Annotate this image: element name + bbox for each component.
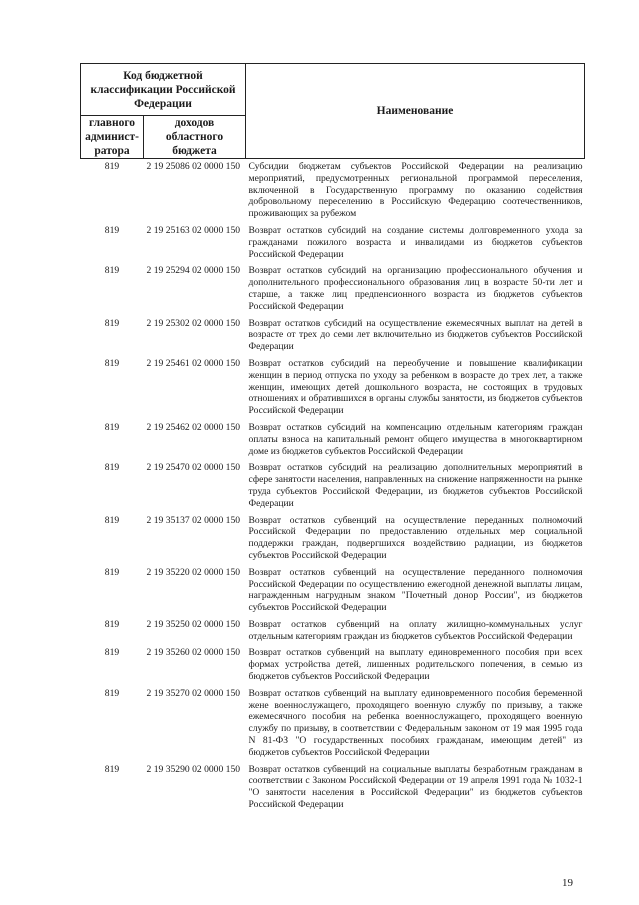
admin-code-cell: 819 [104,462,120,474]
admin-code-cell: 819 [104,161,120,172]
header-admin-column: главного админист-ратора [81,116,144,159]
name-cell: Возврат остатков субвенций на осуществление переданных полномочий Российской Федерации по предоставлению отдельных мер социальной поддержки граждан, подвергшихся воздействию радиации, из бюджетов субъектов Российской Федерации [248,514,583,561]
name-cell: Возврат остатков субвенций на выплату единовременного пособия беременной жене военнослужащего, проходящего военную службу по призыву, а также ежемесячного пособия на ребенка военнослужащего, проходящего военную службу по призыву, в соответствии с Федеральным законом от 19 мая 1995 года N 81-ФЗ "О государственных пособиях гражданам, имеющим детей" из бюджетов субъектов Российской Федерации [248,687,583,758]
table-body [81,159,585,814]
admin-code-cell: 819 [104,566,120,578]
income-code-cell: 2 19 35250 02 0000 150 [146,618,241,630]
income-code-cell: 2 19 25462 02 0000 150 [146,421,241,433]
table-row [81,686,585,762]
table-row [81,513,585,565]
admin-code-cell: 819 [104,357,120,369]
admin-code-cell: 819 [104,224,120,236]
name-cell: Возврат остатков субсидий на реализацию дополнительных мероприятий в сфере занятости населения, направленных на снижение напряженности на рынке труда субъектов Российской Федерации, из бюджетов субъектов Российской Федерации [248,462,583,509]
table-row [81,420,585,460]
name-cell: Возврат остатков субсидий на компенсацию отдельным категориям граждан оплаты взноса на капитальный ремонт общего имущества в многоквартирном доме из бюджетов субъектов Российской Федерации [248,421,583,457]
budget-classification-table [80,63,585,814]
income-code-cell: 2 19 25470 02 0000 150 [146,462,241,474]
table-header [81,64,585,159]
income-code-cell: 2 19 25294 02 0000 150 [146,265,241,277]
income-code-cell: 2 19 35290 02 0000 150 [146,763,241,775]
admin-code-cell: 819 [104,421,120,433]
table-row [81,645,585,685]
name-cell: Возврат остатков субсидий на организацию профессионального обучения и дополнительного профессионального образования лиц в возрасте 50-ти лет и старше, а также лиц предпенсионного возраста из бюджетов субъектов Российской Федерации [248,265,583,312]
income-code-cell: 2 19 35220 02 0000 150 [146,566,241,578]
name-cell: Возврат остатков субсидий на осуществление ежемесячных выплат на детей в возрасте от трех до семи лет включительно из бюджетов субъектов Российской Федерации [248,317,583,353]
name-cell: Возврат остатков субвенций на оплату жилищно-коммунальных услуг отдельным категориям граждан из бюджетов субъектов Российской Федерации [248,618,583,642]
income-code-cell: 2 19 35260 02 0000 150 [146,647,241,659]
table-row [81,565,585,617]
admin-code-cell: 819 [104,763,120,775]
name-cell: Возврат остатков субвенций на выплату единовременного пособия при всех формах устройства детей, лишенных родительского попечения, в семью из бюджетов субъектов Российской Федерации [248,647,583,683]
table-row [81,316,585,356]
name-cell: Возврат остатков субвенций на социальные выплаты безработным гражданам в соответствии с Законом Российской Федерации от 19 апреля 1991 года № 1032-1 "О занятости населения в Российской Федерации" из бюджетов субъектов Российской Федерации [248,763,583,811]
table-row [81,460,585,512]
header-income-column: доходов областного бюджета [144,116,246,159]
admin-code-cell: 819 [104,647,120,659]
name-cell: Возврат остатков субсидий на создание системы долговременного ухода за гражданами пожилого возраста и инвалидами из бюджетов субъектов Российской Федерации [248,224,583,260]
admin-code-cell: 819 [104,317,120,329]
income-code-cell: 2 19 35270 02 0000 150 [146,687,241,699]
table-row [81,617,585,646]
page-number: 19 [562,877,573,889]
admin-code-cell: 819 [104,687,120,699]
name-cell: Субсидии бюджетам субъектов Российской Федерации на реализацию мероприятий, предусмотренных региональной программой переселения, включенной в Государственную программу по оказанию содействия добровольному переселению в Российскую Федерацию соотечественников, проживающих за рубежом [248,161,583,220]
income-code-cell: 2 19 25163 02 0000 150 [146,224,241,236]
header-budget-code: Код бюджетной классификации Российской Федерации [81,64,246,116]
table-row [81,356,585,420]
admin-code-cell: 819 [104,265,120,277]
admin-code-cell: 819 [104,618,120,630]
table-row [81,223,585,263]
income-code-cell: 2 19 25302 02 0000 150 [146,317,241,329]
header-name: Наименование [246,64,585,159]
income-code-cell: 2 19 35137 02 0000 150 [146,514,241,526]
table-row [81,263,585,315]
income-code-cell: 2 19 25461 02 0000 150 [146,357,241,369]
admin-code-cell: 819 [104,514,120,526]
table-row [81,159,585,223]
name-cell: Возврат остатков субсидий на переобучение и повышение квалификации женщин в период отпуска по уходу за ребенком в возрасте до трех лет, а также женщин, имеющих детей дошкольного возраста, не состоящих в трудовых отношениях и обратившихся в органы службы занятости, из бюджетов субъектов Российской Федерации [248,357,583,417]
table-row [81,762,585,814]
income-code-cell: 2 19 25086 02 0000 150 [146,161,241,172]
name-cell: Возврат остатков субвенций на осуществление переданного полномочия Российской Федерации по осуществлению ежегодной денежной выплаты лицам, награжденным нагрудным знаком "Почетный донор России", из бюджетов субъектов Российской Федерации [248,566,583,614]
